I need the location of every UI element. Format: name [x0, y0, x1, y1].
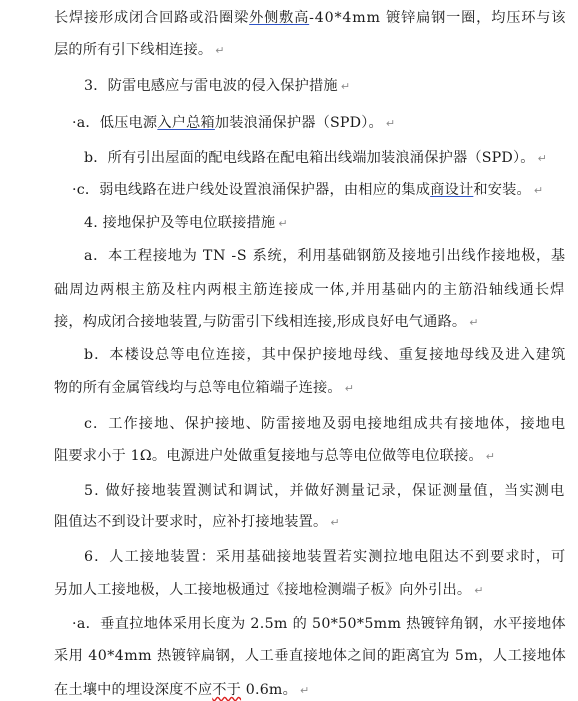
paragraph-line — [84, 213, 288, 234]
paragraph-line — [54, 446, 495, 467]
text-run: 入户总箱 — [157, 115, 215, 131]
text-run: ·a．垂直拉地体采用长度为 2.5m 的 50*50*5mm 热镀锌角钢，水平接地体 — [72, 616, 566, 632]
text-run: 外侧敷高 — [249, 10, 310, 26]
paragraph-line — [54, 680, 309, 701]
text-run: 础周边两根主筋及柱内两根主筋连接成一体,并用基础内的主筋沿轴线通长焊 — [54, 282, 566, 298]
text-run: 阻值达不到设计要求时，应补打接地装置。 — [54, 514, 328, 530]
paragraph-line — [84, 414, 566, 434]
paragraph-line — [54, 312, 479, 333]
text-run: b．所有引出屋面的配电线路在配电箱出线端加装浪涌保护器（SPD）。 — [84, 150, 535, 166]
paragraph-mark-icon: ↵ — [278, 217, 288, 230]
text-run: 采用 40*4mm 热镀锌扁钢，人工垂直接地体之间的距离宜为 5m，人工接地体 — [54, 648, 567, 664]
text-run: a．本工程接地为 TN -S 系统，利用基础钢筋及接地引出线作接地极，基 — [84, 248, 566, 264]
text-run: -40*4mm 镀锌扁钢一圈，均压环与该 — [309, 10, 567, 26]
paragraph-line — [84, 246, 566, 266]
text-run: 接，构成闭合接地装置,与防雷引下线相连接,形成良好电气通路。 — [54, 314, 467, 330]
paragraph-mark-icon: ↵ — [299, 684, 310, 697]
text-run: c．工作接地、保护接地、防雷接地及弱电接地组成共有接地体，接地电 — [84, 416, 567, 432]
paragraph-mark-icon: ↵ — [469, 316, 479, 329]
text-run: 5. 做好接地装置测试和调试，并做好测量记录，保证测量值，当实测电 — [84, 483, 566, 499]
paragraph-line — [84, 481, 565, 501]
text-run: 0.6m。 — [241, 682, 297, 698]
paragraph-mark-icon: ↵ — [340, 80, 351, 93]
paragraph-line — [54, 8, 566, 28]
text-run: 4. 接地保护及等电位联接措施 — [84, 215, 276, 231]
text-run: 和安装。 — [473, 182, 531, 198]
paragraph-line — [84, 547, 566, 567]
text-run: ·c．弱电线路在进户线处设置浪涌保护器，由相应的集成 — [72, 182, 431, 198]
text-run: b．本楼设总等电位连接，其中保护接地母线、重复接地母线及进入建筑 — [84, 347, 567, 363]
paragraph-line — [54, 646, 566, 666]
paragraph-mark-icon: ↵ — [385, 117, 396, 130]
paragraph-mark-icon: ↵ — [344, 382, 355, 395]
paragraph-line — [72, 614, 566, 634]
text-run: 另加人工接地极，人工接地极通过《接地检测端子板》向外引出。 — [54, 582, 472, 598]
text-run: 层的所有引下线相连接。 — [54, 42, 213, 58]
paragraph-mark-icon: ↵ — [537, 152, 548, 165]
paragraph-mark-icon: ↵ — [533, 184, 544, 197]
paragraph-line — [84, 76, 350, 97]
paragraph-line — [54, 40, 225, 61]
text-run: 在土壤中的埋设深度不应 — [54, 682, 213, 698]
paragraph-mark-icon: ↵ — [215, 44, 225, 57]
paragraph-mark-icon: ↵ — [474, 584, 484, 597]
paragraph-mark-icon: ↵ — [330, 516, 340, 529]
text-run: 加装浪涌保护器（SPD）。 — [214, 115, 383, 131]
text-run: 不于 — [212, 682, 242, 698]
paragraph-line — [72, 113, 395, 134]
text-run: 阻要求小于 1Ω。电源进户处做重复接地与总等电位做等电位联接。 — [54, 448, 483, 464]
text-run: ·a．低压电源 — [72, 115, 158, 131]
text-run: 3．防雷电感应与雷电波的侵入保护措施 — [84, 78, 338, 94]
paragraph-mark-icon: ↵ — [485, 450, 496, 463]
text-run: 物的所有金属管线均与总等电位箱端子连接。 — [54, 380, 342, 396]
paragraph-line — [72, 180, 543, 201]
paragraph-line — [54, 512, 340, 533]
text-run: 商设计 — [430, 182, 474, 198]
text-run: 长焊接形成闭合回路或沿圈梁 — [54, 10, 250, 26]
paragraph-line — [84, 148, 547, 169]
paragraph-line — [84, 345, 566, 365]
paragraph-line — [54, 378, 354, 399]
paragraph-line — [54, 580, 484, 601]
paragraph-line — [54, 280, 566, 300]
text-run: 6．人工接地装置：采用基础接地装置若实测拉地电阻达不到要求时，可 — [84, 549, 567, 565]
